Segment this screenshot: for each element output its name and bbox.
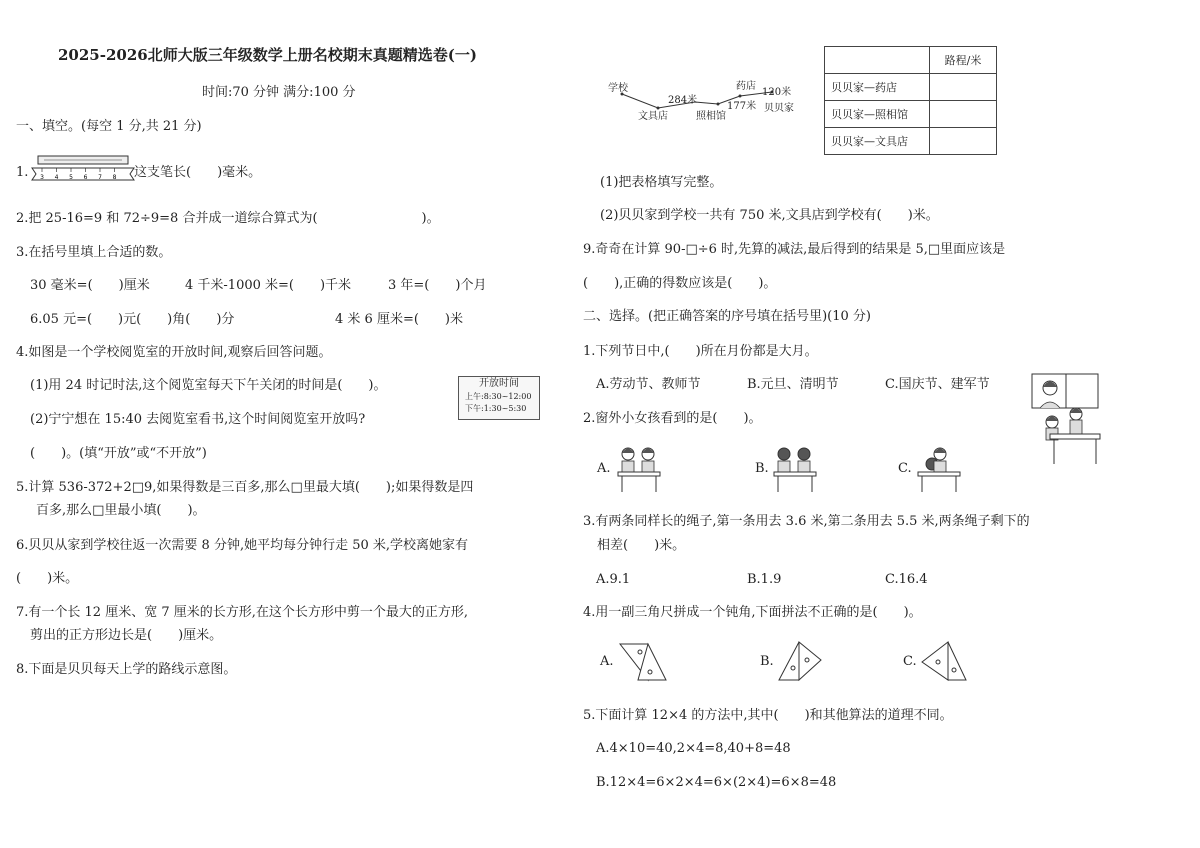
c2-text: 2.窗外小女孩看到的是( )。: [583, 411, 762, 426]
c1-option-c: C.国庆节、建军节: [885, 377, 990, 392]
q4-part2: (2)宁宁想在 15:40 去阅览室看书,这个时间阅览室开放吗?: [30, 412, 366, 427]
c2-option-b-figure: [770, 444, 820, 494]
q6-line1: 6.贝贝从家到学校往返一次需要 8 分钟,她平均每分钟行走 50 米,学校离她家有: [16, 538, 469, 553]
route-school: 学校: [608, 83, 628, 94]
c4-option-c-figure: [918, 640, 970, 682]
table-row-label: 贝贝家—文具店: [825, 128, 930, 155]
q1-text: 这支笔长( )毫米。: [134, 165, 262, 180]
ruler-tick-label: 4: [54, 174, 59, 181]
table-answer-cell[interactable]: [930, 128, 997, 155]
q4-part1: (1)用 24 时记时法,这个阅览室每天下午关闭的时间是( )。: [30, 378, 387, 393]
q3-d: 6.05 元=( )元( )角( )分: [30, 312, 235, 327]
c1-option-a: A.劳动节、教师节: [596, 377, 701, 392]
q9-line1: 9.奇奇在计算 90-□÷6 时,先算的减法,最后得到的结果是 5,□里面应该是: [583, 242, 1006, 257]
choice-section-header: 二、选择。(把正确答案的序号填在括号里)(10 分): [583, 309, 871, 324]
q4-text: 4.如图是一个学校阅览室的开放时间,观察后回答问题。: [16, 345, 332, 360]
sign-afternoon: 下午:1:30~5:30: [465, 404, 527, 413]
c3-option-c: C.16.4: [885, 572, 928, 587]
table-row-label: 贝贝家—照相馆: [825, 101, 930, 128]
c5-option-b: B.12×4=6×2×4=6×(2×4)=6×8=48: [596, 775, 837, 790]
c1-option-b: B.元旦、清明节: [747, 377, 839, 392]
q5-line1: 5.计算 536-372+2□9,如果得数是三百多,那么□里最大填( );如果得数是四: [16, 480, 474, 495]
route-dist-120: 120米: [762, 87, 792, 98]
table-corner: [825, 47, 930, 74]
c2-option-b-label: B.: [755, 461, 769, 476]
q3-c: 3 年=( )个月: [388, 278, 487, 293]
ruler-tick-label: 5: [69, 174, 73, 181]
q6-line2: ( )米。: [16, 571, 79, 586]
route-dist-284: 284米: [668, 95, 698, 106]
q8-part2: (2)贝贝家到学校一共有 750 米,文具店到学校有( )米。: [600, 208, 939, 223]
c3-line2: 相差( )米。: [597, 538, 686, 553]
exam-meta: 时间:70 分钟 满分:100 分: [202, 85, 356, 100]
c2-option-c-figure: [914, 444, 964, 494]
q3-e: 4 米 6 厘米=( )米: [335, 312, 463, 327]
ruler-tick-label: 6: [83, 174, 88, 181]
pen-ruler-figure: [30, 154, 138, 188]
sign-title: 开放时间: [479, 378, 519, 389]
c4-option-a-label: A.: [600, 654, 614, 669]
c2-option-c-label: C.: [898, 461, 912, 476]
q3-text: 3.在括号里填上合适的数。: [16, 245, 172, 260]
q1-number: 1.: [16, 165, 29, 180]
opening-hours-sign: [458, 376, 540, 420]
c4-option-a-figure: [618, 640, 670, 682]
q7-line2: 剪出的正方形边长是( )厘米。: [30, 628, 223, 643]
q9-line2: ( ),正确的得数应该是( )。: [583, 276, 777, 291]
q2-text: 2.把 25-16=9 和 72÷9=8 合并成一道综合算式为( )。: [16, 211, 440, 226]
route-home: 贝贝家: [764, 103, 794, 114]
c1-text: 1.下列节日中,( )所在月份都是大月。: [583, 344, 818, 359]
c4-text: 4.用一副三角尺拼成一个钝角,下面拼法不正确的是( )。: [583, 605, 922, 620]
ruler-tick-label: 7: [98, 174, 102, 181]
c3-option-a: A.9.1: [596, 572, 631, 587]
table-header: 路程/米: [930, 47, 997, 74]
c4-option-b-figure: [775, 640, 827, 682]
q5-line2: 百多,那么□里最小填( )。: [36, 503, 206, 518]
c5-option-a: A.4×10=40,2×4=8,40+8=48: [596, 741, 791, 756]
q3-a: 30 毫米=( )厘米: [30, 278, 150, 293]
page-title: 2025-2026北师大版三年级数学上册名校期末真题精选卷(一): [58, 46, 477, 64]
q8-text: 8.下面是贝贝每天上学的路线示意图。: [16, 662, 237, 677]
c4-option-b-label: B.: [760, 654, 774, 669]
c4-option-c-label: C.: [903, 654, 917, 669]
route-photo: 照相馆: [696, 111, 726, 122]
table-answer-cell[interactable]: [930, 74, 997, 101]
c3-option-b: B.1.9: [747, 572, 782, 587]
route-dist-177: 177米: [727, 101, 757, 112]
route-pharmacy: 药店: [736, 81, 756, 92]
ruler-tick-label: 3: [40, 174, 44, 181]
table-answer-cell[interactable]: [930, 101, 997, 128]
c5-text: 5.下面计算 12×4 的方法中,其中( )和其他算法的道理不同。: [583, 708, 953, 723]
distance-table: [824, 46, 997, 155]
q8-part1: (1)把表格填写完整。: [600, 175, 723, 190]
route-stationery: 文具店: [638, 111, 668, 122]
c2-option-a-label: A.: [597, 461, 611, 476]
c2-option-a-figure: [614, 444, 664, 494]
q3-b: 4 千米-1000 米=( )千米: [185, 278, 352, 293]
c3-line1: 3.有两条同样长的绳子,第一条用去 3.6 米,第二条用去 5.5 米,两条绳子剩下的: [583, 514, 1030, 529]
table-row-label: 贝贝家—药店: [825, 74, 930, 101]
sign-morning: 上午:8:30~12:00: [465, 392, 532, 401]
window-scene-figure: [1030, 372, 1102, 466]
fill-section-header: 一、填空。(每空 1 分,共 21 分): [16, 119, 202, 134]
q7-line1: 7.有一个长 12 厘米、宽 7 厘米的长方形,在这个长方形中剪一个最大的正方形,: [16, 605, 469, 620]
ruler-tick-label: 8: [112, 174, 117, 181]
q4-part3: ( )。(填“开放”或“不开放”): [30, 446, 207, 461]
